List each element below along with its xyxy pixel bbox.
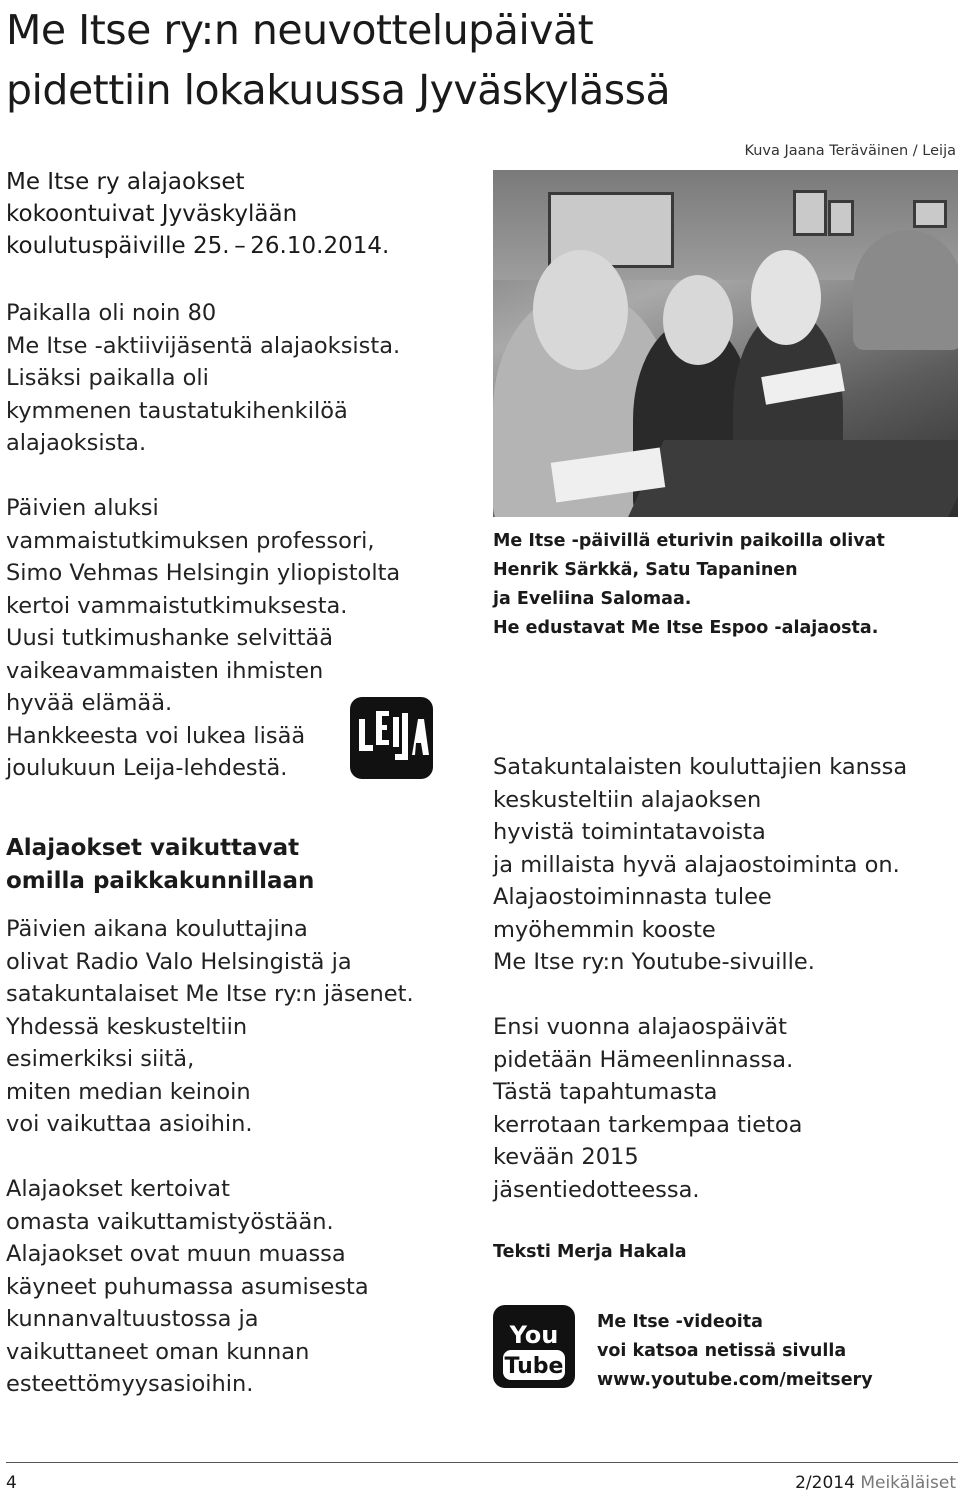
paragraph-discussion: Satakuntalaisten kouluttajien kanssa keskusteltiin alajaoksen hyvistä toimintatavoista ja millaista hyvä alajaostoiminta on. Alajaostoiminnasta tulee myöhemmin kooste Me Itse ry:n Youtube-sivuille. bbox=[493, 754, 908, 975]
video-note: Me Itse -videoita voi katsoa netissä sivulla www.youtube.com/meitsery bbox=[597, 1312, 873, 1390]
svg-text:Tube: Tube bbox=[504, 1354, 564, 1379]
leija-logo-graphic bbox=[350, 697, 433, 779]
magazine-name: Meikäläiset bbox=[860, 1473, 956, 1493]
author-byline: Teksti Merja Hakala bbox=[493, 1242, 687, 1262]
youtube-link[interactable]: www.youtube.com/meitsery bbox=[597, 1370, 873, 1390]
paragraph-trainers: Päivien aikana kouluttajina olivat Radio Valo Helsingistä ja satakuntalaiset Me Itse ry:n jäsenet. Yhdessä keskusteltiin esimerkiksi siitä, miten median keinoin voi vaikuttaa asioihin. bbox=[6, 916, 414, 1137]
issue-info: 2/2014 Meikäläiset bbox=[795, 1473, 956, 1493]
paragraph-attendance: Paikalla oli noin 80 Me Itse -aktiivijäsentä alajaoksista. Lisäksi paikalla oli kymmenen taustatukihenkilöä alajaoksista. bbox=[6, 300, 401, 456]
leija-logo bbox=[350, 697, 433, 779]
title-line-1: Me Itse ry:n neuvottelupäivät bbox=[6, 6, 594, 54]
event-photo bbox=[493, 170, 958, 517]
photo-caption: Me Itse -päivillä eturivin paikoilla olivat Henrik Särkkä, Satu Tapaninen ja Eveliina Salomaa. He edustavat Me Itse Espoo -alajaosta. bbox=[493, 531, 885, 638]
youtube-logo bbox=[493, 1305, 575, 1388]
title-line-2: pidettiin lokakuussa Jyväskylässä bbox=[6, 66, 671, 114]
footer-divider bbox=[6, 1462, 958, 1463]
paragraph-research: Päivien aluksi vammaistutkimuksen professori, Simo Vehmas Helsingin yliopistolta kertoi vammaistutkimuksesta. Uusi tutkimushanke selvittää vaikeavammaisten ihmisten hyvää elämää. Hankkeesta voi lukea lisää joulukuun Leija-lehdestä. bbox=[6, 495, 401, 781]
paragraph-next-year: Ensi vuonna alajaospäivät pidetään Hämeenlinnassa. Tästä tapahtumasta kerrotaan tarkempaa tietoa kevään 2015 jäsentiedotteessa. bbox=[493, 1014, 803, 1203]
lead-paragraph: Me Itse ry alajaokset kokoontuivat Jyväskylään koulutuspäiville 25. – 26.10.2014. bbox=[6, 169, 390, 259]
paragraph-local-work: Alajaokset kertoivat omasta vaikuttamistyöstään. Alajaokset ovat muun muassa käyneet puhumassa asumisesta kunnanvaltuustossa ja vaikuttaneet oman kunnan esteettömyysasioihin. bbox=[6, 1176, 369, 1397]
svg-text:You: You bbox=[509, 1321, 559, 1349]
photo-credit: Kuva Jaana Teräväinen / Leija bbox=[744, 143, 956, 159]
section-subheading: Alajaokset vaikuttavat omilla paikkakunnillaan bbox=[6, 835, 315, 894]
page-number: 4 bbox=[6, 1473, 17, 1493]
youtube-icon bbox=[493, 1305, 575, 1388]
article-title bbox=[6, 0, 946, 120]
